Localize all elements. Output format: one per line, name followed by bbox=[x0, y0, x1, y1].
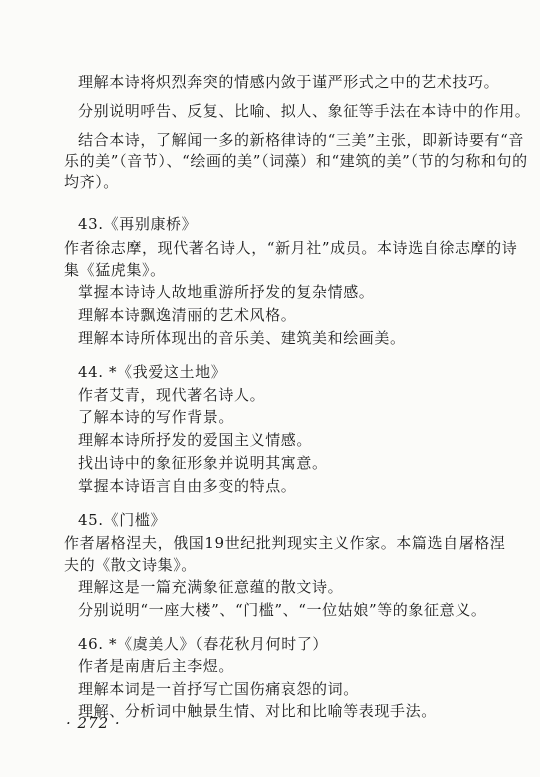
text-line: 作者艾青，现代著名诗人。 bbox=[78, 386, 266, 404]
text-line: 理解本诗飘逸清丽的艺术风格。 bbox=[78, 306, 297, 324]
text-line: 理解本诗所抒发的爱国主义情感。 bbox=[78, 431, 313, 449]
section-heading: 46. *《虞美人》（春花秋月何时了） bbox=[78, 635, 329, 653]
text-line: 乐的美”（音节）、“绘画的美”（词藻）和“建筑的美”（节的匀称和句的 bbox=[64, 152, 528, 170]
text-line: 集《猛虎集》。 bbox=[64, 261, 166, 279]
text-line: 理解本诗所体现出的音乐美、建筑美和绘画美。 bbox=[78, 329, 406, 347]
text-line: 找出诗中的象征形象并说明其寓意。 bbox=[78, 454, 328, 472]
text-line: 掌握本诗语言自由多变的特点。 bbox=[78, 477, 297, 495]
text-line: 掌握本诗诗人故地重游所抒发的复杂情感。 bbox=[78, 283, 375, 301]
page-number: · 272 · bbox=[66, 714, 121, 732]
text-line: 结合本诗，了解闻一多的新格律诗的“三美”主张，即新诗要有“音 bbox=[78, 131, 525, 149]
section-heading: 44. *《我爱这土地》 bbox=[78, 363, 227, 381]
text-line: 分别说明“一座大楼”、“门槛”、“一位姑娘”等的象征意义。 bbox=[78, 601, 487, 619]
text-line: 夫的《散文诗集》。 bbox=[64, 556, 197, 574]
text-line: 理解这是一篇充满象征意蕴的散文诗。 bbox=[78, 578, 344, 596]
text-line: 作者屠格涅夫，俄国19世纪批判现实主义作家。本篇选自屠格涅 bbox=[64, 534, 506, 552]
text-line: 作者是南唐后主李煜。 bbox=[78, 657, 235, 675]
text-line: 分别说明呼告、反复、比喻、拟人、象征等手法在本诗中的作用。 bbox=[78, 102, 531, 120]
text-line: 了解本诗的写作背景。 bbox=[78, 408, 235, 426]
text-line: 理解、分析词中触景生情、对比和比喻等表现手法。 bbox=[78, 702, 437, 720]
text-line: 理解本诗将炽烈奔突的情感内敛于谨严形式之中的艺术技巧。 bbox=[78, 73, 500, 91]
text-line: 作者徐志摩，现代著名诗人，“新月社”成员。本诗选自徐志摩的诗 bbox=[64, 239, 518, 257]
section-heading: 43.《再别康桥》 bbox=[78, 215, 198, 233]
text-line: 均齐）。 bbox=[64, 173, 119, 191]
section-heading: 45.《门槛》 bbox=[78, 511, 167, 529]
text-line: 理解本词是一首抒写亡国伤痛哀怨的词。 bbox=[78, 680, 359, 698]
